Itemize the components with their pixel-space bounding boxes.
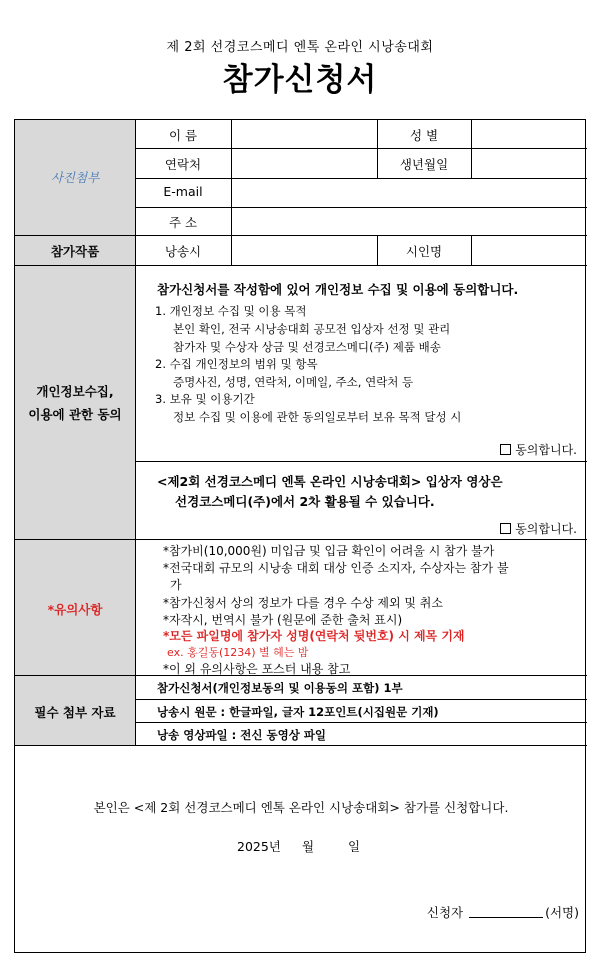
date-month[interactable]: 월 <box>302 839 315 854</box>
sign-label: (서명) <box>545 905 579 920</box>
privacy-line-6: 3. 보유 및 이용기간 <box>155 392 255 406</box>
agree-label-1: 동의합니다. <box>515 443 577 457</box>
email-label: E-mail <box>163 184 203 199</box>
note-6: ex. 홍길동(1234) 별 헤는 밤 <box>167 646 309 659</box>
agree-checkbox-1[interactable] <box>500 441 577 458</box>
video-notice-2: 선경코스메디(주)에서 2차 활용될 수 있습니다. <box>175 494 435 509</box>
poet-input[interactable] <box>472 236 587 265</box>
privacy-label-2: 이용에 관한 동의 <box>28 407 122 422</box>
privacy-line-1: 1. 개인정보 수집 및 이용 목적 <box>155 304 307 318</box>
note-7: *이 외 유의사항은 포스터 내용 참고 <box>163 662 351 676</box>
gender-input[interactable] <box>472 120 587 148</box>
privacy-line-7: 정보 수집 및 이용에 관한 동의일로부터 보유 목적 달성 시 <box>173 410 462 424</box>
privacy-label-cell <box>15 265 135 539</box>
recite-label: 낭송시 <box>164 244 202 259</box>
note-4: *자작시, 번역시 불가 (원문에 준한 출처 표시) <box>163 613 403 627</box>
agree-label-2: 동의합니다. <box>515 522 577 536</box>
form-title: 참가신청서 <box>222 62 378 98</box>
contact-label: 연락처 <box>164 157 202 172</box>
note-2-cont: 가 <box>170 578 182 592</box>
note-5: *모든 파일명에 참가자 성명(연락처 뒷번호) 시 제목 기재 <box>163 629 465 643</box>
required-item-1: 참가신청서(개인정보동의 및 이용동의 포함) 1부 <box>157 681 403 695</box>
signature-line[interactable] <box>469 905 543 918</box>
date-year[interactable]: 2025년 <box>237 839 281 854</box>
privacy-label-1: 개인정보수집, <box>36 384 114 399</box>
note-2: *전국대회 규모의 시낭송 대회 대상 인증 소지자, 수상자는 참가 불 <box>163 561 509 575</box>
poet-label: 시인명 <box>405 244 443 259</box>
date-day[interactable]: 일 <box>348 839 361 854</box>
gender-label: 성 별 <box>409 128 439 143</box>
birth-label: 생년월일 <box>399 157 449 172</box>
applicant-label: 신청자 <box>426 905 464 920</box>
photo-label: 사진첨부 <box>50 170 100 185</box>
address-label: 주 소 <box>168 215 198 230</box>
privacy-line-4: 2. 수집 개인정보의 범위 및 항목 <box>155 357 318 371</box>
checkbox-icon <box>500 444 511 455</box>
name-label: 이 름 <box>168 128 198 143</box>
birth-input[interactable] <box>472 149 587 178</box>
privacy-heading: 참가신청서를 작성함에 있어 개인정보 수집 및 이용에 동의합니다. <box>157 282 519 297</box>
agree-checkbox-2[interactable] <box>500 520 577 537</box>
declaration-statement: 본인은 <제 2회 선경코스메디 엔톡 온라인 시낭송대회> 참가를 신청합니다. <box>93 800 509 815</box>
recite-input[interactable] <box>232 236 377 265</box>
email-input[interactable] <box>232 179 587 207</box>
required-item-2: 낭송시 원문 : 한글파일, 글자 12포인트(시집원문 기재) <box>157 705 439 719</box>
note-1: *참가비(10,000원) 미입금 및 입금 확인이 어려울 시 참가 불가 <box>163 544 495 558</box>
privacy-line-3: 참가자 및 수상자 상금 및 선경코스메디(주) 제품 배송 <box>173 340 441 354</box>
privacy-line-5: 증명사진, 성명, 연락처, 이메일, 주소, 연락처 등 <box>173 375 414 389</box>
checkbox-icon <box>500 523 511 534</box>
note-3: *참가신청서 상의 정보가 다를 경우 수상 제외 및 취소 <box>163 596 443 610</box>
required-label: 필수 첨부 자료 <box>34 705 116 720</box>
notes-label: *유의사항 <box>47 602 103 617</box>
form-subtitle: 제 2회 선경코스메디 엔톡 온라인 시낭송대회 <box>166 40 434 55</box>
application-form <box>14 119 586 953</box>
contact-input[interactable] <box>232 149 377 178</box>
privacy-line-2: 본인 확인, 전국 시낭송대회 공모전 입상자 선정 및 관리 <box>173 322 451 336</box>
work-label: 참가작품 <box>50 244 100 259</box>
video-notice-1: <제2회 선경코스메디 엔톡 온라인 시낭송대회> 입상자 영상은 <box>157 474 503 489</box>
address-input[interactable] <box>232 208 587 235</box>
name-input[interactable] <box>232 120 377 148</box>
signature-area[interactable] <box>427 903 579 921</box>
required-item-3: 낭송 영상파일 : 전신 동영상 파일 <box>157 728 327 742</box>
